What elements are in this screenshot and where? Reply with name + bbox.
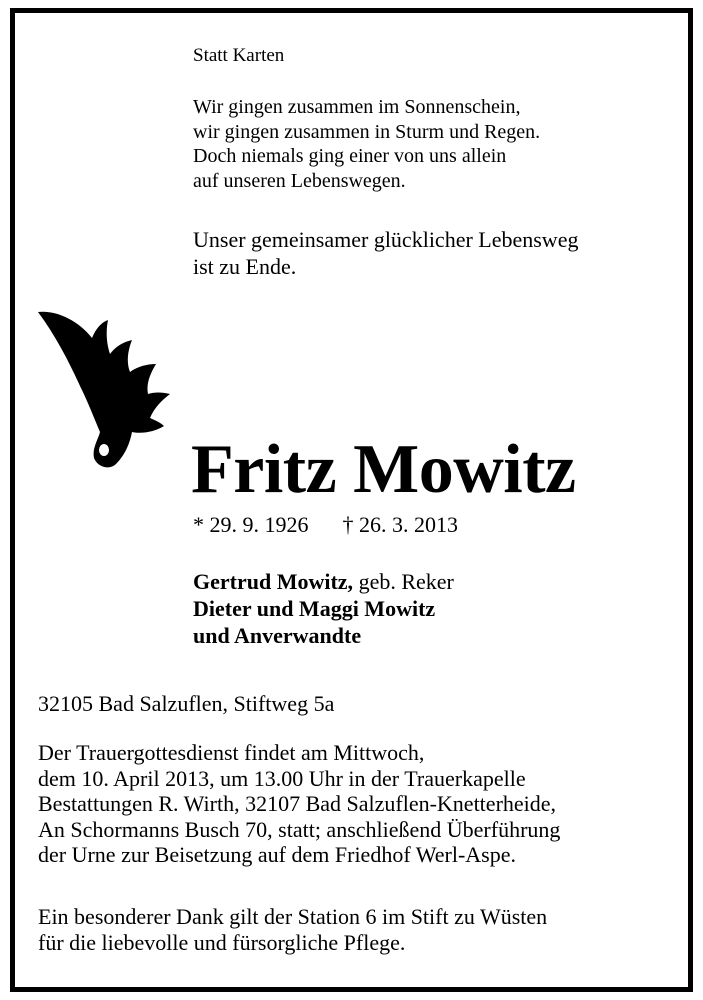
address: 32105 Bad Salzuflen, Stiftweg 5a bbox=[38, 691, 335, 716]
thanks-paragraph bbox=[38, 904, 547, 955]
lebensweg-line: ist zu Ende. bbox=[193, 254, 297, 279]
poem-line: wir gingen zusammen in Sturm und Regen. bbox=[193, 120, 541, 143]
service-line: der Urne zur Beisetzung auf dem Friedhof Werl-Aspe. bbox=[38, 842, 516, 867]
service-line: dem 10. April 2013, um 13.00 Uhr in der Trauerkapelle bbox=[38, 765, 526, 791]
service-line: Der Trauergottesdienst findet am Mittwoch, bbox=[38, 740, 425, 765]
antler-icon bbox=[36, 308, 172, 470]
life-dates bbox=[193, 511, 458, 539]
thanks-line: für die liebevolle und fürsorgliche Pflege. bbox=[38, 929, 406, 955]
service-line: Bestattungen R. Wirth, 32107 Bad Salzuflen-Knetterheide, bbox=[38, 791, 557, 816]
mourners bbox=[193, 568, 454, 649]
thanks-line: Ein besonderer Dank gilt der Station 6 im Stift zu Wüsten bbox=[38, 904, 548, 929]
mourner-line: Dieter und Maggi Mowitz bbox=[193, 596, 436, 621]
poem bbox=[193, 95, 540, 193]
poem-line: Wir gingen zusammen im Sonnenschein, bbox=[193, 96, 521, 118]
service-line: An Schormanns Busch 70, statt; anschließend Überführung bbox=[38, 816, 561, 842]
deceased-name: Fritz Mowitz bbox=[191, 431, 576, 508]
mourner-line bbox=[193, 568, 454, 595]
notice-header: Statt Karten bbox=[193, 45, 285, 66]
death-date: † 26. 3. 2013 bbox=[342, 512, 458, 537]
poem-line: Doch niemals ging einer von uns allein bbox=[193, 145, 507, 167]
mourner-name: Gertrud Mowitz, bbox=[193, 569, 354, 594]
service-paragraph bbox=[38, 740, 560, 868]
birth-date: * 29. 9. 1926 bbox=[193, 512, 309, 537]
lebensweg-paragraph bbox=[193, 226, 578, 280]
poem-line: auf unseren Lebenswegen. bbox=[193, 169, 406, 192]
mourner-maiden-name: geb. Reker bbox=[353, 569, 454, 594]
lebensweg-line: Unser gemeinsamer glücklicher Lebensweg bbox=[193, 227, 579, 252]
mourner-line: und Anverwandte bbox=[193, 623, 362, 648]
